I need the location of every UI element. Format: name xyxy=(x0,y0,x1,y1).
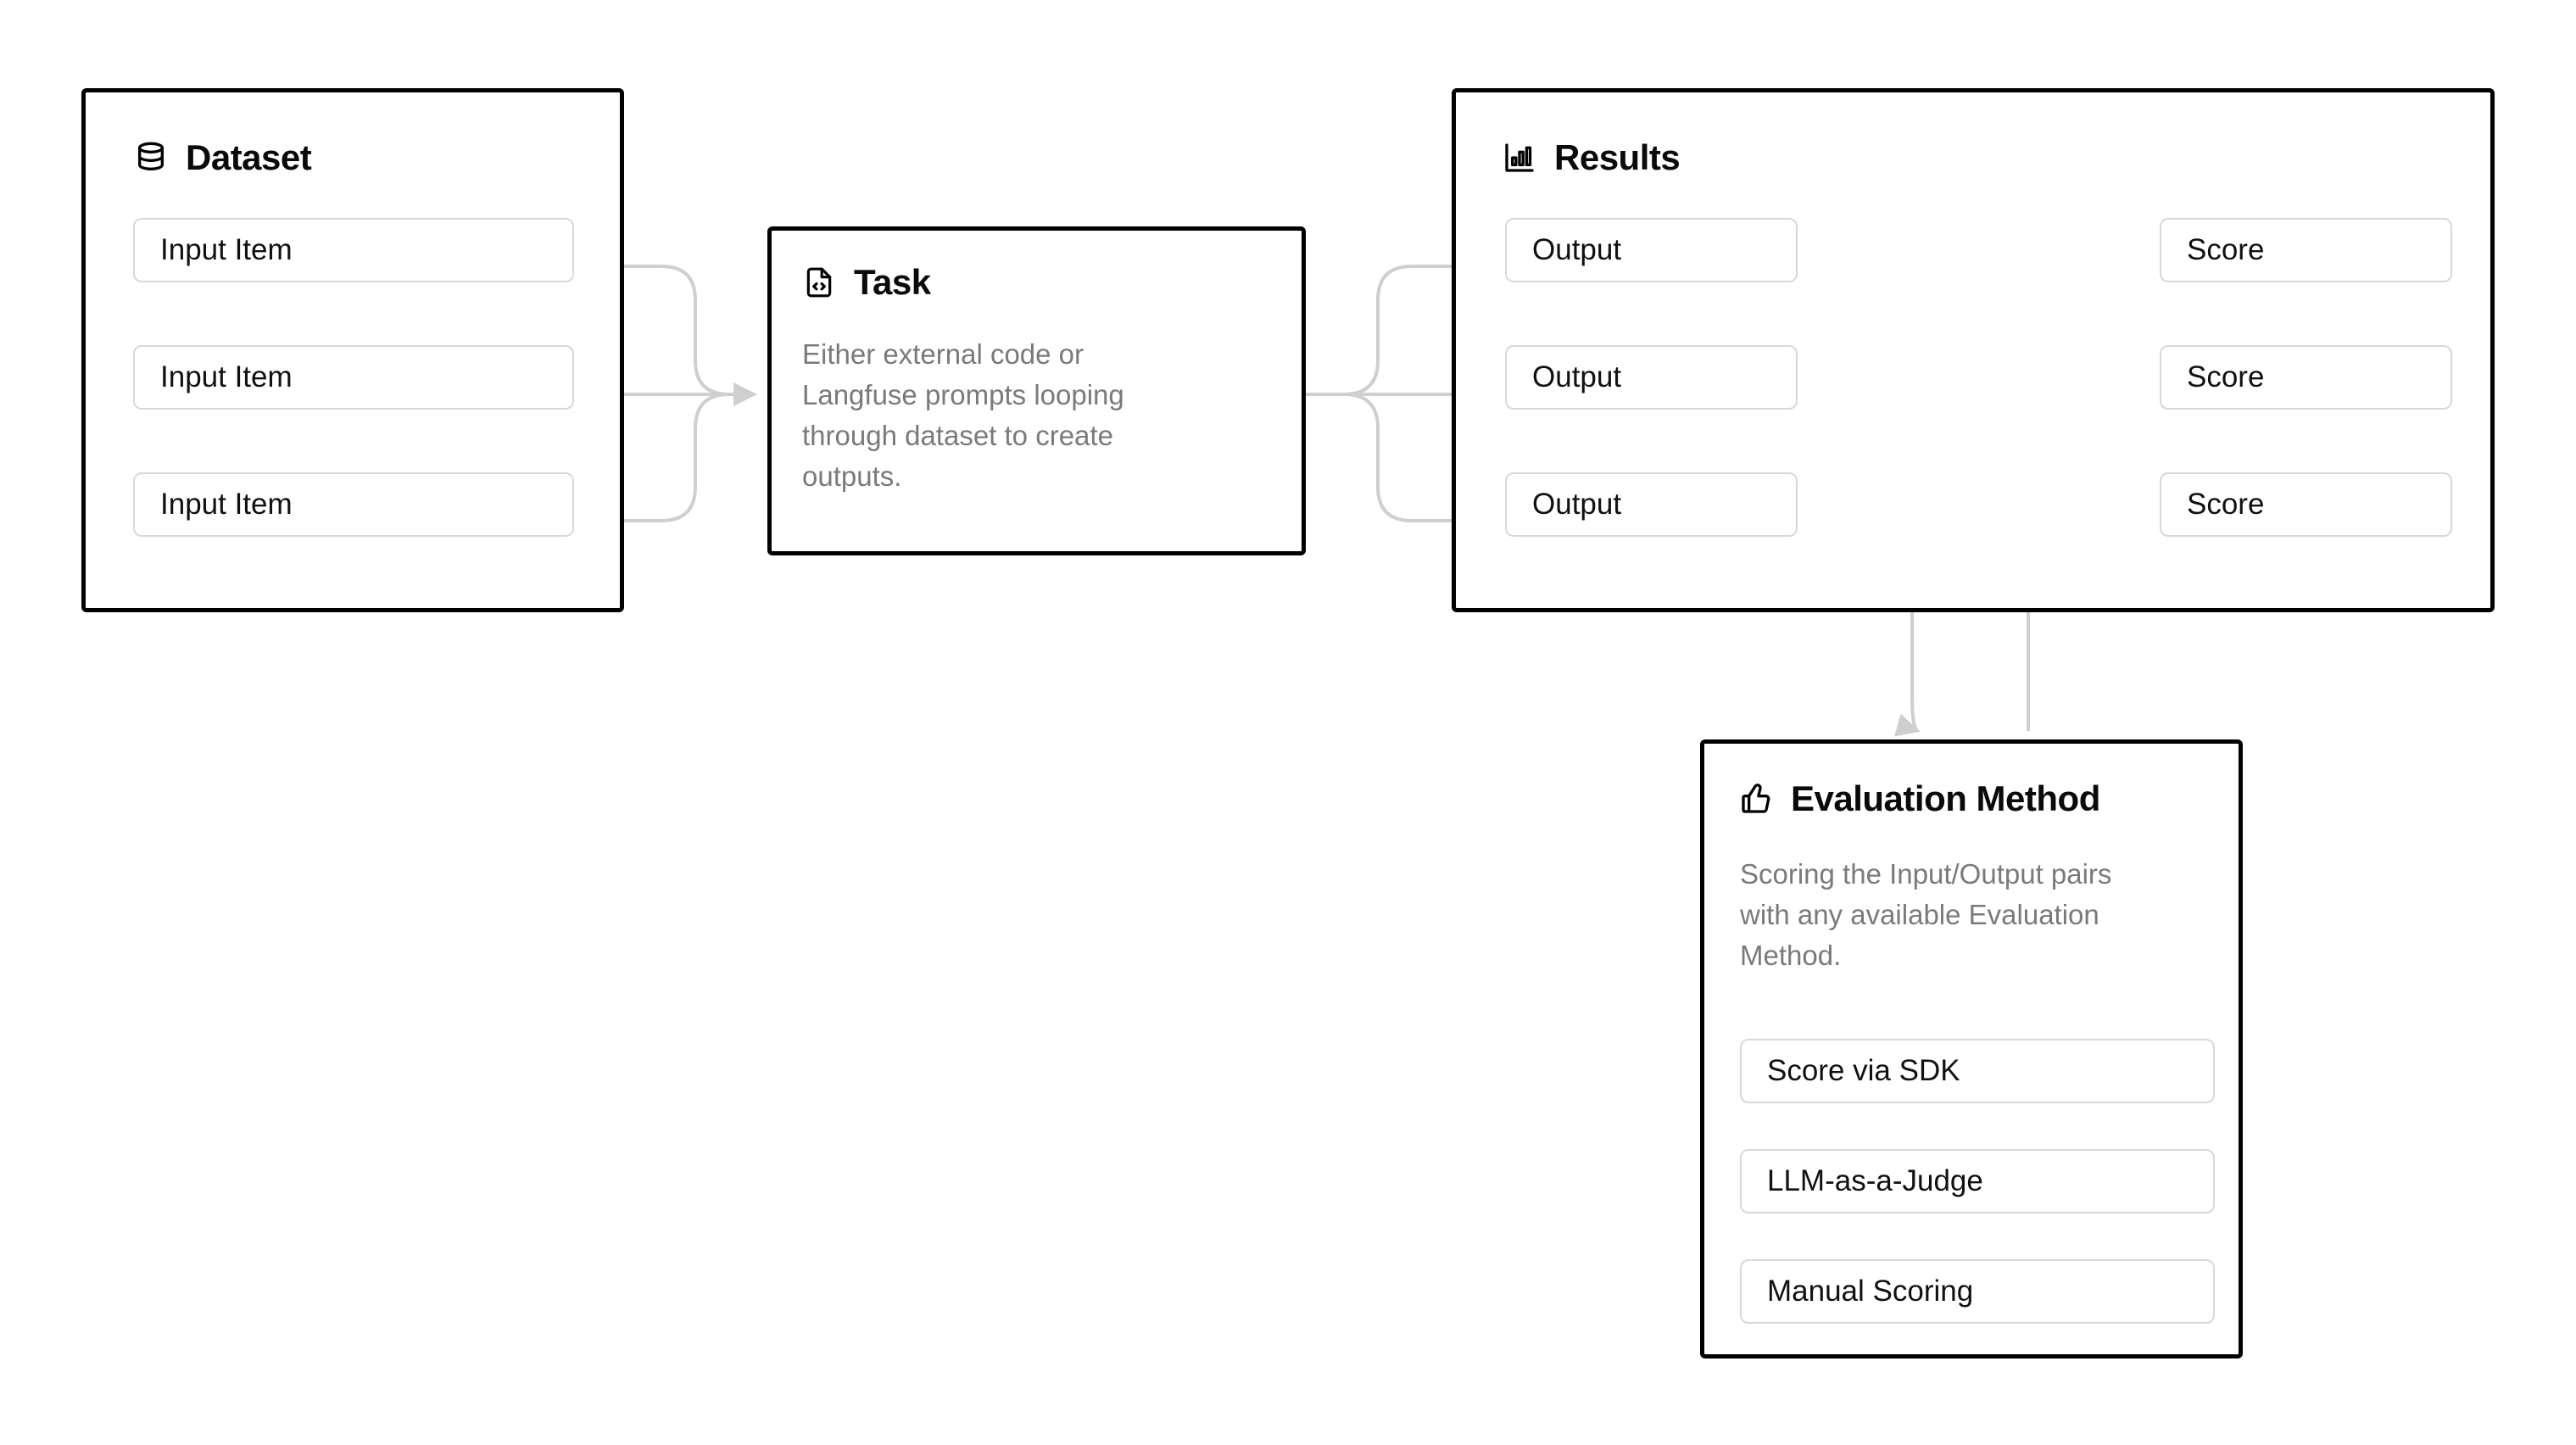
task-node xyxy=(767,226,1306,555)
results-score-item[interactable]: Score xyxy=(2160,218,2452,282)
task-title: Task xyxy=(854,262,931,302)
evaluation-method-title: Evaluation Method xyxy=(1791,778,2100,818)
results-output-item[interactable]: Output xyxy=(1505,472,1798,537)
evaluation-method-description: Scoring the Input/Output pairs with any available Evaluation Method. xyxy=(1740,858,2112,971)
results-title: Results xyxy=(1554,137,1681,177)
database-icon xyxy=(133,140,169,176)
evaluation-method-option[interactable]: Score via SDK xyxy=(1740,1039,2215,1103)
dataset-title: Dataset xyxy=(186,137,312,177)
results-score-item[interactable]: Score xyxy=(2160,345,2452,410)
evaluation-method-node xyxy=(1700,739,2243,1359)
bar-chart-icon xyxy=(1502,140,1537,176)
evaluation-method-option[interactable]: Manual Scoring xyxy=(1740,1259,2215,1324)
task-header xyxy=(801,262,931,302)
evaluation-method-header xyxy=(1738,778,2100,818)
dataset-input-item[interactable]: Input Item xyxy=(133,472,574,537)
evaluation-method-option[interactable]: LLM-as-a-Judge xyxy=(1740,1149,2215,1213)
file-code-icon xyxy=(801,265,837,300)
thumbs-up-icon xyxy=(1738,781,1774,817)
dataset-input-item[interactable]: Input Item xyxy=(133,218,574,282)
results-header xyxy=(1502,137,1681,177)
results-output-item[interactable]: Output xyxy=(1505,218,1798,282)
dataset-header xyxy=(133,137,312,177)
results-score-item[interactable]: Score xyxy=(2160,472,2452,537)
results-output-item[interactable]: Output xyxy=(1505,345,1798,410)
results-node xyxy=(1452,88,2495,612)
dataset-input-item[interactable]: Input Item xyxy=(133,345,574,410)
dataset-node xyxy=(81,88,624,612)
task-description: Either external code or Langfuse prompts looping through dataset to create outputs. xyxy=(802,338,1124,492)
